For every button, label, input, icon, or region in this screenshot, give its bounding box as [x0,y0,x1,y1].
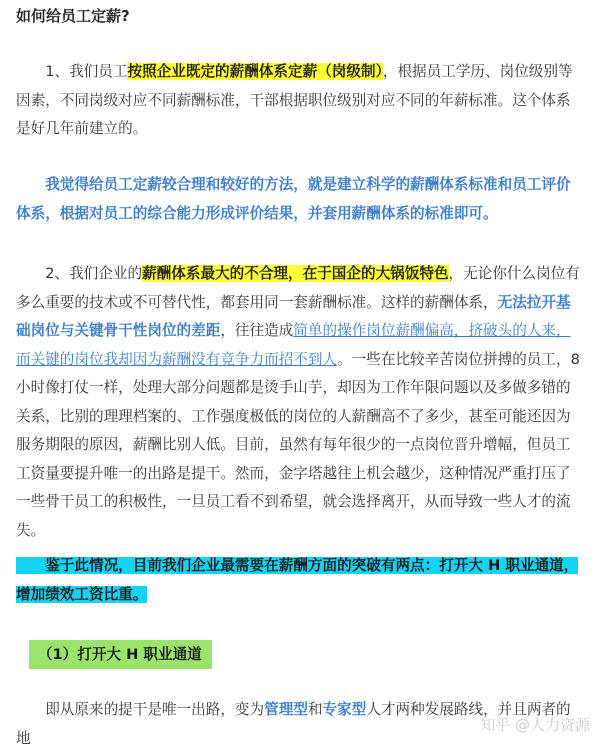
p6-text-b: 和 [307,701,323,718]
p1-highlight: 按照企业既定的薪酬体系定薪（岗级制） [127,63,383,80]
indent [16,63,45,80]
p3-text-c: ，往往造成 [220,322,294,339]
p6-blue-1: 管理型 [264,701,308,718]
p3-text-d: 。一些在比较辛苦岗位拼搏的员工，8 小时像打仗一样，处理大部分问题都是烫手山芋，却因为工作年限问题以及多做多错的关系，比别的理理档案的、工作强度极低的岗位的人薪酬高不了多少，甚至可能还因为服务期限的原因，薪酬比别人低。目前，虽然有每年很少的一点岗位晋升增幅，但员工工资量要提升唯一的出路是提干。然而，金字塔越往上机会越少，这种情况严重打压了一些骨干员工的积极性，一旦员工看不到希望，就会选择离开，从而导致一些人才的流失。 [16,350,580,539]
indent [16,265,45,282]
indent [16,557,45,574]
p3-text-a: 2、我们企业的 [45,265,143,282]
p3-text-b: ，无论你什么岗位有多么重要的技术或不可替代性，都套用同一套薪酬标准。这样的薪酬体系， [16,265,580,311]
indent [16,176,45,193]
p5-highlight: （1）打开大 H 职业通道 [29,640,212,669]
paragraph-3 [16,260,582,545]
p3-highlight: 薪酬体系最大的不合理，在于国企的大锅饭特色 [142,265,449,282]
p6-text-c: 人才两种发展路线，并且两者的地 [16,701,571,747]
paragraph-2-blue [16,171,582,228]
subheading-1 [16,641,582,670]
p4-highlight [16,557,578,603]
zhihu-watermark: 知乎 @人力资源 [480,716,590,734]
question-title: 如何给员工定薪? [16,7,130,25]
p3-blue-bold: 无法拉开基础岗位与关键骨干性岗位的差距 [16,293,571,339]
p6-text-a: 即从原来的提干是唯一出路，变为 [45,701,265,718]
p1-text-a: 1、我们员工 [45,63,128,80]
indent [16,701,45,718]
p3-underlined: 简单的操作岗位薪酬偏高，挤破头的人来，而关键的岗位我却因为薪酬没有竞争力而招不到人 [16,322,571,368]
paragraph-1 [16,58,582,144]
p2-text: 我觉得给员工定薪较合理和较好的方法，就是建立科学的薪酬体系标准和员工评价体系，根据对员工的综合能力形成评价结果，并套用薪酬体系的标准即可。 [16,176,571,222]
p1-text-b: ，根据员工学历、岗位级别等因素，不同岗级对应不同薪酬标准，干部根据职位级别对应不同的年薪标准。这个体系是好几年前建立的。 [16,63,573,137]
paragraph-4 [16,552,582,609]
p6-blue-2: 专家型 [322,701,367,718]
p4-text: 鉴于此情况，目前我们企业最需要在薪酬方面的突破有两点：打开大 H 职业通道，增加绩效工资比重。 [16,557,579,603]
